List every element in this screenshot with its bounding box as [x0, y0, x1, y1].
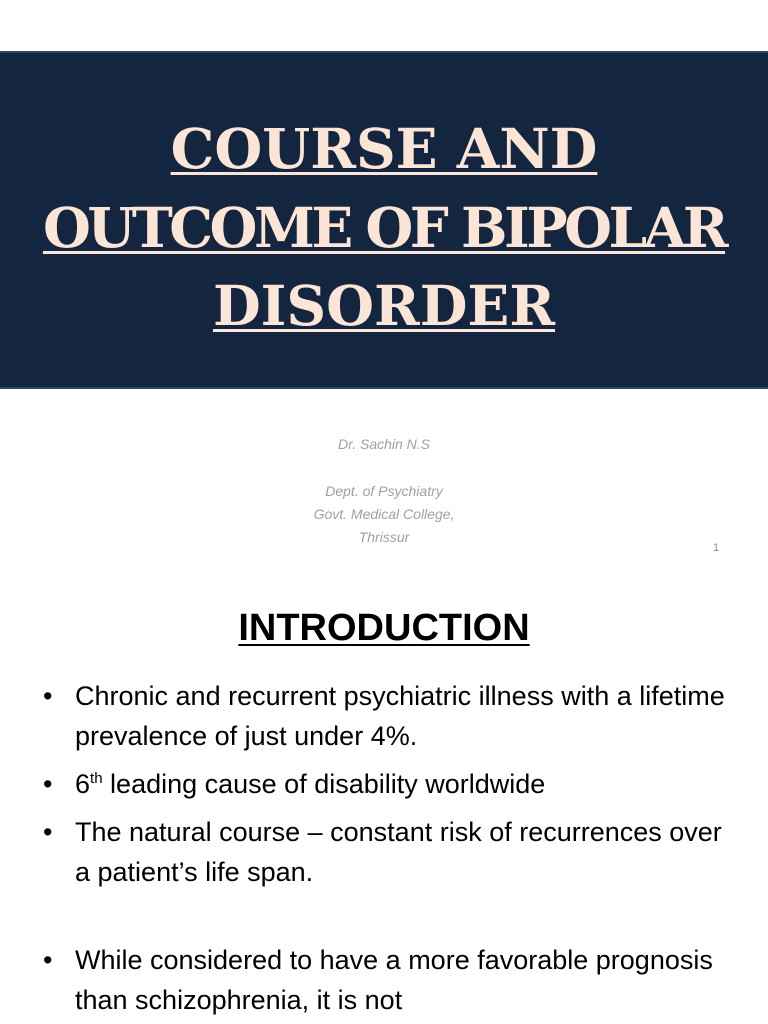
slide-number: 1 — [713, 542, 720, 554]
bullet-marker: • — [43, 769, 53, 799]
affiliation-line-3: Thrissur — [358, 529, 410, 545]
bullet-item — [0, 676, 768, 756]
affiliation-line-2: Govt. Medical College, — [313, 506, 455, 522]
affiliation-line-1: Dept. of Psychiatry — [325, 483, 443, 499]
bullet-list — [0, 676, 768, 1020]
slide-title-line-3: DISORDER — [212, 273, 556, 338]
slide-heading: INTRODUCTION — [238, 607, 530, 649]
bullet-prefix: 6 — [75, 769, 91, 799]
bullet-text: leading cause of disability worldwide — [102, 769, 546, 799]
bullet-text: While considered to have a more favorable prognosis than schizophrenia, it is not — [75, 945, 713, 1015]
bullet-item — [0, 812, 768, 892]
bullet-marker: • — [43, 945, 53, 975]
slide-title-line-1: COURSE AND — [170, 116, 598, 181]
bullet-item — [0, 764, 768, 804]
introduction-slide — [0, 576, 768, 1024]
bullet-text: Chronic and recurrent psychiatric illness with a lifetime prevalence of just under 4%. — [75, 681, 725, 751]
slide-title-line-2: OUTCOME OF BIPOLAR — [42, 195, 726, 260]
author-name: Dr. Sachin N.S — [337, 436, 431, 452]
bullet-marker: • — [43, 817, 53, 847]
author-block — [0, 433, 768, 549]
bullet-marker: • — [43, 681, 53, 711]
bullet-superscript: th — [90, 770, 103, 787]
bullet-text: The natural course – constant risk of recurrences over a patient’s life span. — [75, 817, 722, 887]
bullet-item — [0, 940, 768, 1020]
title-banner — [0, 51, 768, 389]
